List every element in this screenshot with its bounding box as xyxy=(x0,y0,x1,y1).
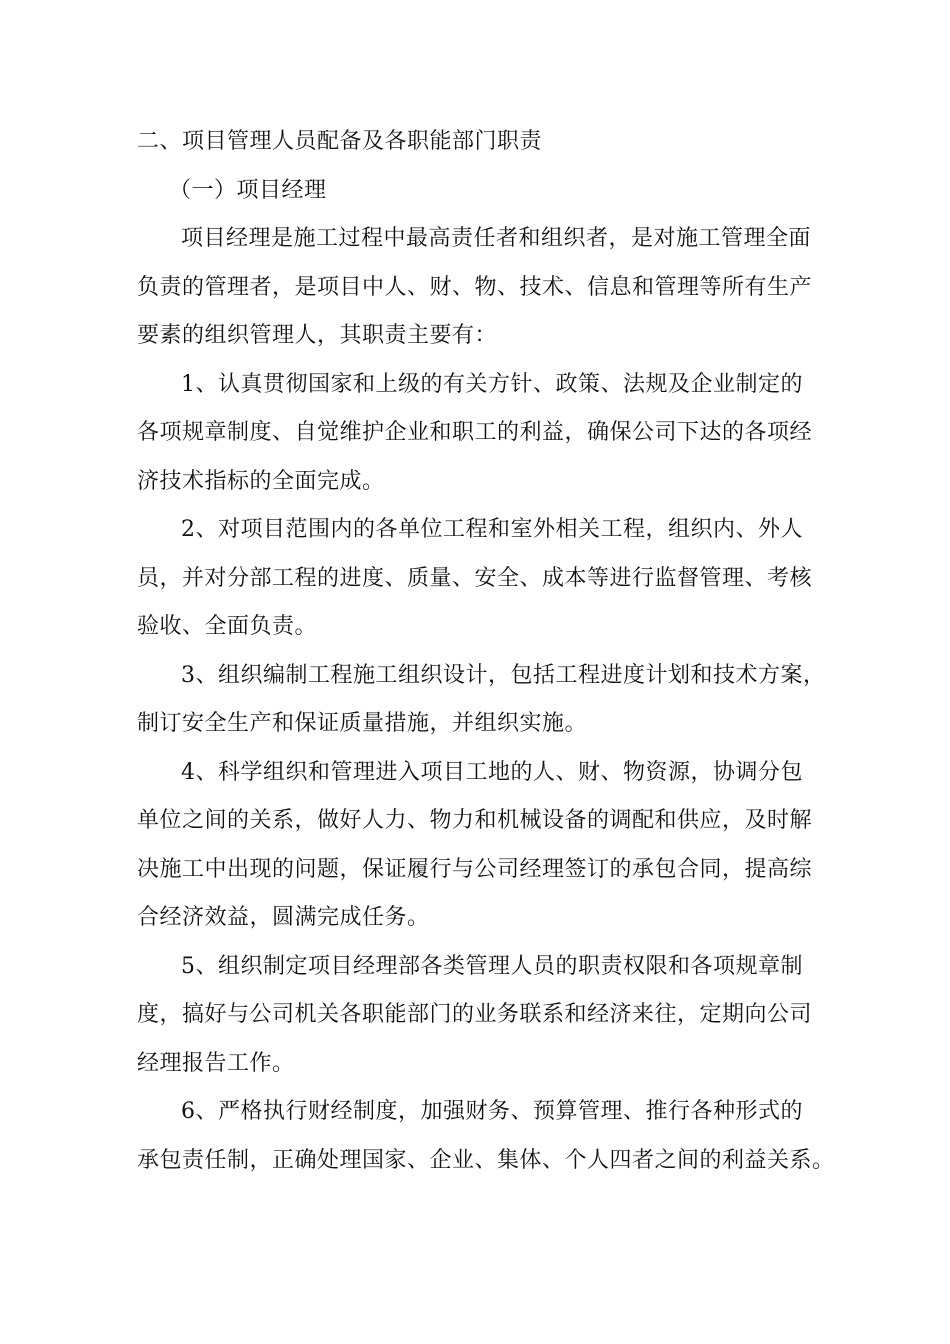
section-heading: 二、项目管理人员配备及各职能部门职责 xyxy=(137,129,543,154)
paragraph-line: 验收、全面负责。 xyxy=(137,614,318,639)
paragraph-line: 各项规章制度、自觉维护企业和职工的利益，确保公司下达的各项经 xyxy=(137,420,813,445)
paragraph-line: 项目经理是施工过程中最高责任者和组织者，是对施工管理全面 xyxy=(181,226,812,251)
paragraph-line: 5、组织制定项目经理部各类管理人员的职责权限和各项规章制 xyxy=(181,953,803,979)
duty-item-6 xyxy=(137,1088,835,1185)
paragraph-line: 经理报告工作。 xyxy=(137,1050,295,1076)
duty-item-3 xyxy=(137,652,826,749)
duty-item-4 xyxy=(137,749,817,943)
paragraph-line: 济技术指标的全面完成。 xyxy=(137,468,385,494)
paragraph-line: 2、对项目范围内的各单位工程和室外相关工程，组织内、外人 xyxy=(181,517,803,542)
duty-item-5 xyxy=(137,943,817,1089)
paragraph-line: 要素的组织管理人，其职责主要有： xyxy=(137,323,498,348)
duty-item-2 xyxy=(137,506,817,652)
paragraph-line: 员，并对分部工程的进度、质量、安全、成本等进行监督管理、考核 xyxy=(137,565,813,591)
intro-paragraph xyxy=(137,215,817,361)
paragraph-line: 1、认真贯彻国家和上级的有关方针、政策、法规及企业制定的 xyxy=(181,371,803,397)
paragraph-line: 6、严格执行财经制度，加强财务、预算管理、推行各种形式的 xyxy=(181,1099,803,1124)
duty-item-1 xyxy=(137,361,817,507)
paragraph-line: 合经济效益，圆满完成任务。 xyxy=(137,905,430,930)
document-page xyxy=(137,118,835,1185)
paragraph-line: 决施工中出现的问题，保证履行与公司经理签订的承包合同，提高综 xyxy=(137,856,813,882)
subsection-heading: （一）项目经理 xyxy=(169,177,327,203)
paragraph-line: 承包责任制，正确处理国家、企业、集体、个人四者之间的利益关系。 xyxy=(137,1147,835,1173)
paragraph-line: 负责的管理者，是项目中人、财、物、技术、信息和管理等所有生产 xyxy=(137,274,813,300)
paragraph-line: 单位之间的关系，做好人力、物力和机械设备的调配和供应，及时解 xyxy=(137,808,813,833)
paragraph-line: 4、科学组织和管理进入项目工地的人、财、物资源，协调分包 xyxy=(181,759,803,785)
paragraph-line: 3、组织编制工程施工组织设计，包括工程进度计划和技术方案， xyxy=(181,662,826,688)
paragraph-line: 制订安全生产和保证质量措施，并组织实施。 xyxy=(137,711,588,736)
paragraph-line: 度，搞好与公司机关各职能部门的业务联系和经济来往，定期向公司 xyxy=(137,1002,813,1027)
